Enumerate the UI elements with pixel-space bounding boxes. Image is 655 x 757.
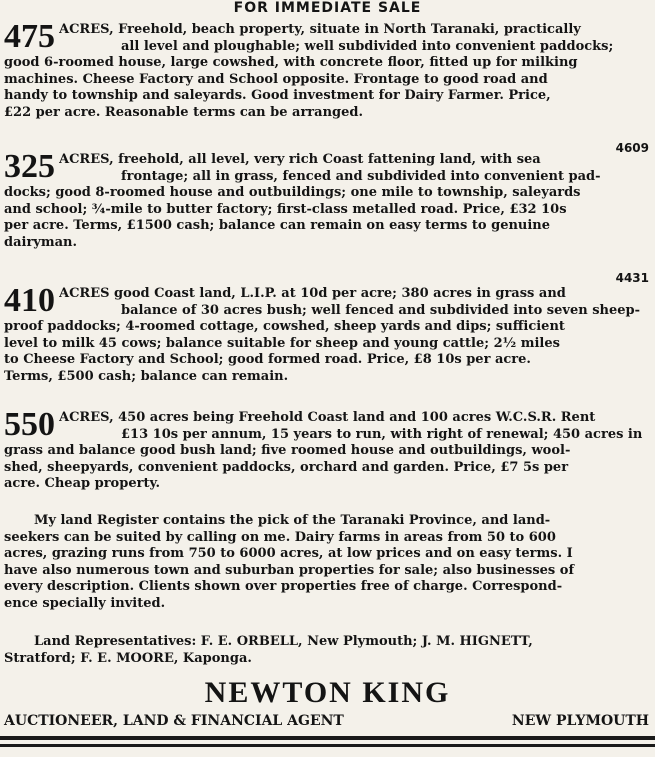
listing-550	[4, 406, 649, 493]
paragraph-line: seekers can be suited by calling on me. Dairy farms in areas from 50 to 600	[4, 529, 556, 545]
firm-title: AUCTIONEER, LAND & FINANCIAL AGENT	[4, 713, 344, 729]
listing-line: ACRES, Freehold, beach property, situate in North Taranaki, practically	[59, 22, 581, 37]
paragraph-line: ence specially invited.	[4, 595, 166, 611]
listing-reference: 4609	[615, 141, 649, 155]
listing-line: dairyman.	[4, 234, 78, 250]
listing-line: handy to township and saleyards. Good investment for Dairy Farmer. Price,	[4, 88, 551, 103]
listing-475	[4, 18, 649, 155]
footer-rule	[0, 744, 655, 747]
listing-line: Terms, £500 cash; balance can remain.	[4, 368, 289, 384]
listing-line: machines. Cheese Factory and School opposite. Frontage to good road and	[4, 71, 548, 87]
firm-footer	[4, 713, 649, 729]
land-register-paragraph	[4, 513, 649, 612]
listing-line: £13 10s per annum, 15 years to run, with right of renewal; 450 acres in	[121, 426, 643, 442]
listing-line: £22 per acre. Reasonable terms can be arranged.	[4, 104, 363, 120]
paragraph-line: My land Register contains the pick of the Taranaki Province, and land-	[34, 513, 551, 528]
listing-line: proof paddocks; 4-roomed cottage, cowshed, sheep yards and dips; sufficient	[4, 319, 565, 334]
listing-acres-number: 475	[4, 18, 55, 55]
listing-acres-number: 410	[4, 282, 55, 319]
listing-line: and school; ¾-mile to butter factory; first-class metalled road. Price, £32 10s	[4, 201, 567, 217]
paragraph-line: acres, grazing runs from 750 to 6000 acres, at low prices and on easy terms. I	[4, 546, 573, 561]
listing-line: ACRES, freehold, all level, very rich Coast fattening land, with sea	[59, 152, 541, 167]
listing-line: shed, sheepyards, convenient paddocks, orchard and garden. Price, £7 5s per	[4, 459, 569, 475]
listing-line: all level and ploughable; well subdivided into convenient paddocks;	[121, 38, 614, 54]
footer-rule	[0, 736, 655, 740]
land-representatives	[4, 634, 649, 667]
listing-line: ACRES, 450 acres being Freehold Coast land and 100 acres W.C.S.R. Rent	[59, 410, 596, 425]
listing-line: balance of 30 acres bush; well fenced and subdivided into seven sheep-	[121, 302, 640, 318]
firm-name: NEWTON KING	[204, 676, 451, 709]
listing-acres-number: 550	[4, 406, 55, 443]
listing-line: level to milk 45 cows; balance suitable for sheep and young cattle; 2½ miles	[4, 335, 560, 351]
listing-line: acre. Cheap property.	[4, 476, 161, 491]
listing-line: docks; good 8-roomed house and outbuildings; one mile to township, saleyards	[4, 185, 581, 200]
paragraph-line: Land Representatives: F. E. ORBELL, New Plymouth; J. M. HIGNETT,	[34, 634, 533, 649]
listing-line: good 6-roomed house, large cowshed, with concrete floor, fitted up for milking	[4, 55, 578, 70]
ad-heading: FOR IMMEDIATE SALE	[233, 0, 422, 16]
paragraph-line: have also numerous town and suburban properties for sale; also businesses of	[4, 562, 575, 578]
firm-location: NEW PLYMOUTH	[511, 713, 649, 729]
paragraph-line: every description. Clients shown over properties free of charge. Correspond-	[4, 579, 563, 594]
listing-line: to Cheese Factory and School; good formed road. Price, £8 10s per acre.	[4, 352, 531, 367]
listing-line: grass and balance good bush land; five roomed house and outbuildings, wool-	[4, 443, 571, 458]
listing-410	[4, 282, 649, 385]
paragraph-line: Stratford; F. E. MOORE, Kaponga.	[4, 650, 252, 666]
listing-line: per acre. Terms, £1500 cash; balance can remain on easy terms to genuine	[4, 218, 551, 233]
listing-acres-number: 325	[4, 148, 55, 185]
listing-line: frontage; all in grass, fenced and subdivided into convenient pad-	[121, 168, 601, 184]
listing-reference: 4431	[615, 271, 649, 285]
listing-line: ACRES good Coast land, L.I.P. at 10d per acre; 380 acres in grass and	[59, 286, 566, 301]
